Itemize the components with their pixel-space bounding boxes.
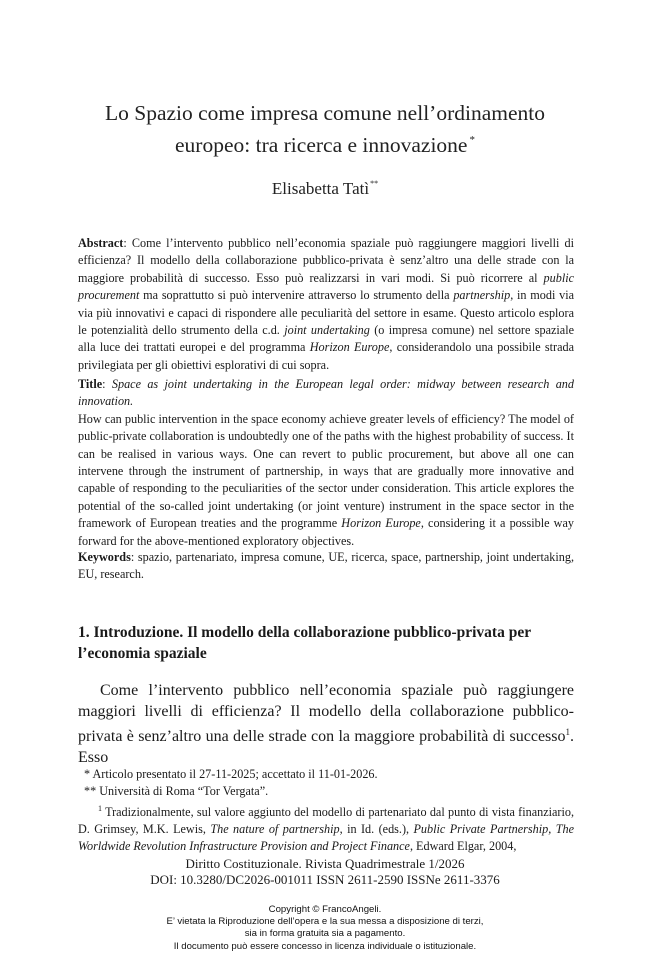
keywords-label: Keywords (78, 550, 131, 564)
copyright-line-1: Copyright © FrancoAngeli. (268, 904, 382, 915)
footnote-ref-1[interactable]: 1 (565, 727, 570, 737)
english-italic: Horizon Europe (341, 516, 421, 531)
abstract-italic-2: partnership (453, 288, 511, 303)
abstract-italic-1: public procurement (78, 270, 574, 303)
english-text-a: How can public intervention in the space economy achieve greater levels of efficiency? The model of public-private collaboration is undoubtedly one of the paths with the highest probability of success. It can be realised in various ways. One can revert to public procurement, but above all one can intervene through the instrument of partnership, in ways that are gradually more innovative and capable of responding to the peculiarities of the sector under consideration. This article explores the potential of the so-called joint undertaking (or joint venture) instrument in the space sector in the framework of European treaties and the programme (78, 411, 574, 531)
footnotes (78, 766, 574, 855)
abstract-text-d: (o impresa comune) nel settore spaziale alla luce dei trattati europei e del programma (78, 323, 574, 355)
english-title: Space as joint undertaking in the European legal order: midway between research and innovation. (78, 377, 574, 409)
section-heading: 1. Introduzione. Il modello della collaborazione pubblico-privata per l’economia spaziale (78, 624, 531, 662)
copyright-line-4: Il documento può essere concesso in licenza individuale o istituzionale. (173, 940, 477, 952)
footnote-star: * Articolo presentato il 27-11-2025; accettato il 11-01-2026. (84, 767, 378, 781)
footnote-1-italic-1: The nature of partnership (210, 822, 340, 836)
keywords-paragraph (78, 549, 574, 584)
english-title-label: Title (78, 377, 103, 391)
abstract-italic-3: joint undertaking (284, 323, 370, 338)
footnote-1-number: 1 (98, 804, 102, 813)
english-text-b: , considering it a possible way forward for the above-mentioned exploratory objectives. (78, 516, 574, 548)
body-text-b: . Esso (78, 728, 574, 766)
abstract-text-b: ma soprattutto si può intervenire attraverso lo strumento della (139, 288, 454, 303)
abstract-italic-4: Horizon Europe (309, 340, 390, 355)
footnote-1-text-c: , Edward Elgar, 2004, (409, 839, 517, 853)
author-name: Elisabetta Tatì (271, 179, 370, 198)
footnote-1-text-b: , in Id. (eds.), (339, 822, 414, 836)
author-footnote-marker: ** (370, 179, 379, 188)
body-text-a: Come l’intervento pubblico nell’economia spaziale può raggiungere maggiori livelli di efficienza? Il modello della collaborazione pubblico-privata è senz’altro una delle strade con la maggiore probabilità di successo (78, 682, 574, 745)
title-footnote-marker: * (469, 134, 475, 146)
keywords-text: : spazio, partenariato, impresa comune, UE, ricerca, space, partnership, joint undertaking, EU, research. (78, 550, 574, 582)
copyright-notice (40, 904, 610, 953)
abstract-text-e: , considerandolo una possibile strada privilegiata per gli obiettivi esplorativi di cui sopra. (78, 340, 574, 372)
title-line-1: Lo Spazio come impresa comune nell’ordinamento (104, 101, 545, 125)
copyright-line-2: E’ vietata la Riproduzione dell’opera e la sua messa a disposizione di terzi, (166, 916, 484, 928)
copyright-line-3: sia in forma gratuita sia a pagamento. (244, 928, 406, 940)
footnote-1-italic-2: Public Private Partnership, The Worldwide Revolution Infrastructure Provision and Project Finance (78, 822, 574, 853)
abstract-label: Abstract (78, 236, 124, 250)
abstract-paragraph (78, 235, 574, 374)
body-paragraph (78, 680, 574, 768)
title-line-2 (40, 127, 610, 159)
author-line (40, 174, 610, 199)
footnote-double-star: ** Università di Roma “Tor Vergata”. (84, 784, 269, 798)
english-abstract: Title: Space as joint undertaking in the European legal order: midway between research and innovation. How can public intervention in the space economy achieve greater levels of efficiency? The model of public-private collaboration is undoubtedly one of the paths with the highest probability of success. It can be realised in various ways. One can revert to public procurement, but above all one can intervene through the instrument of partnership, in ways that are gradually more innovative and capable of responding to the peculiarities of the sector under consideration. This article explores the potential of the so-called joint undertaking (or joint venture) instrument in the space sector in the framework of European treaties and the programme Horizon Europe, considering it a possible way forward for the above-mentioned exploratory objectives. (78, 377, 574, 548)
journal-name: Diritto Costituzionale. Rivista Quadrimestrale 1/2026 (185, 856, 465, 871)
journal-info (40, 856, 610, 888)
journal-doi: DOI: 10.3280/DC2026-001011 ISSN 2611-2590 ISSNe 2611-3376 (150, 872, 500, 887)
footnote-1 (78, 800, 574, 855)
paper-title (40, 100, 610, 159)
title-line-2-text: europeo: tra ricerca e innovazione (175, 133, 468, 157)
abstract-text-c: , in modi via via più innovativi e capaci di rispondere alle peculiarità del settore in esame. Questo articolo esplora le potenzialità dello strumento della c.d. (78, 288, 574, 338)
abstract-text-a: : Come l’intervento pubblico nell’economia spaziale può raggiungere maggiori livelli di efficienza? Il modello della collaborazione pubblico-privata è senz’altro una delle strade con la maggiore probabilità di successo. Esso può realizzarsi in vari modi. Si può ricorrere al (78, 236, 574, 285)
footnote-1-text-a: Tradizionalmente, sul valore aggiunto del modello di partenariato dal punto di vista finanziario, D. Grimsey, M.K. Lewis, (78, 805, 574, 836)
